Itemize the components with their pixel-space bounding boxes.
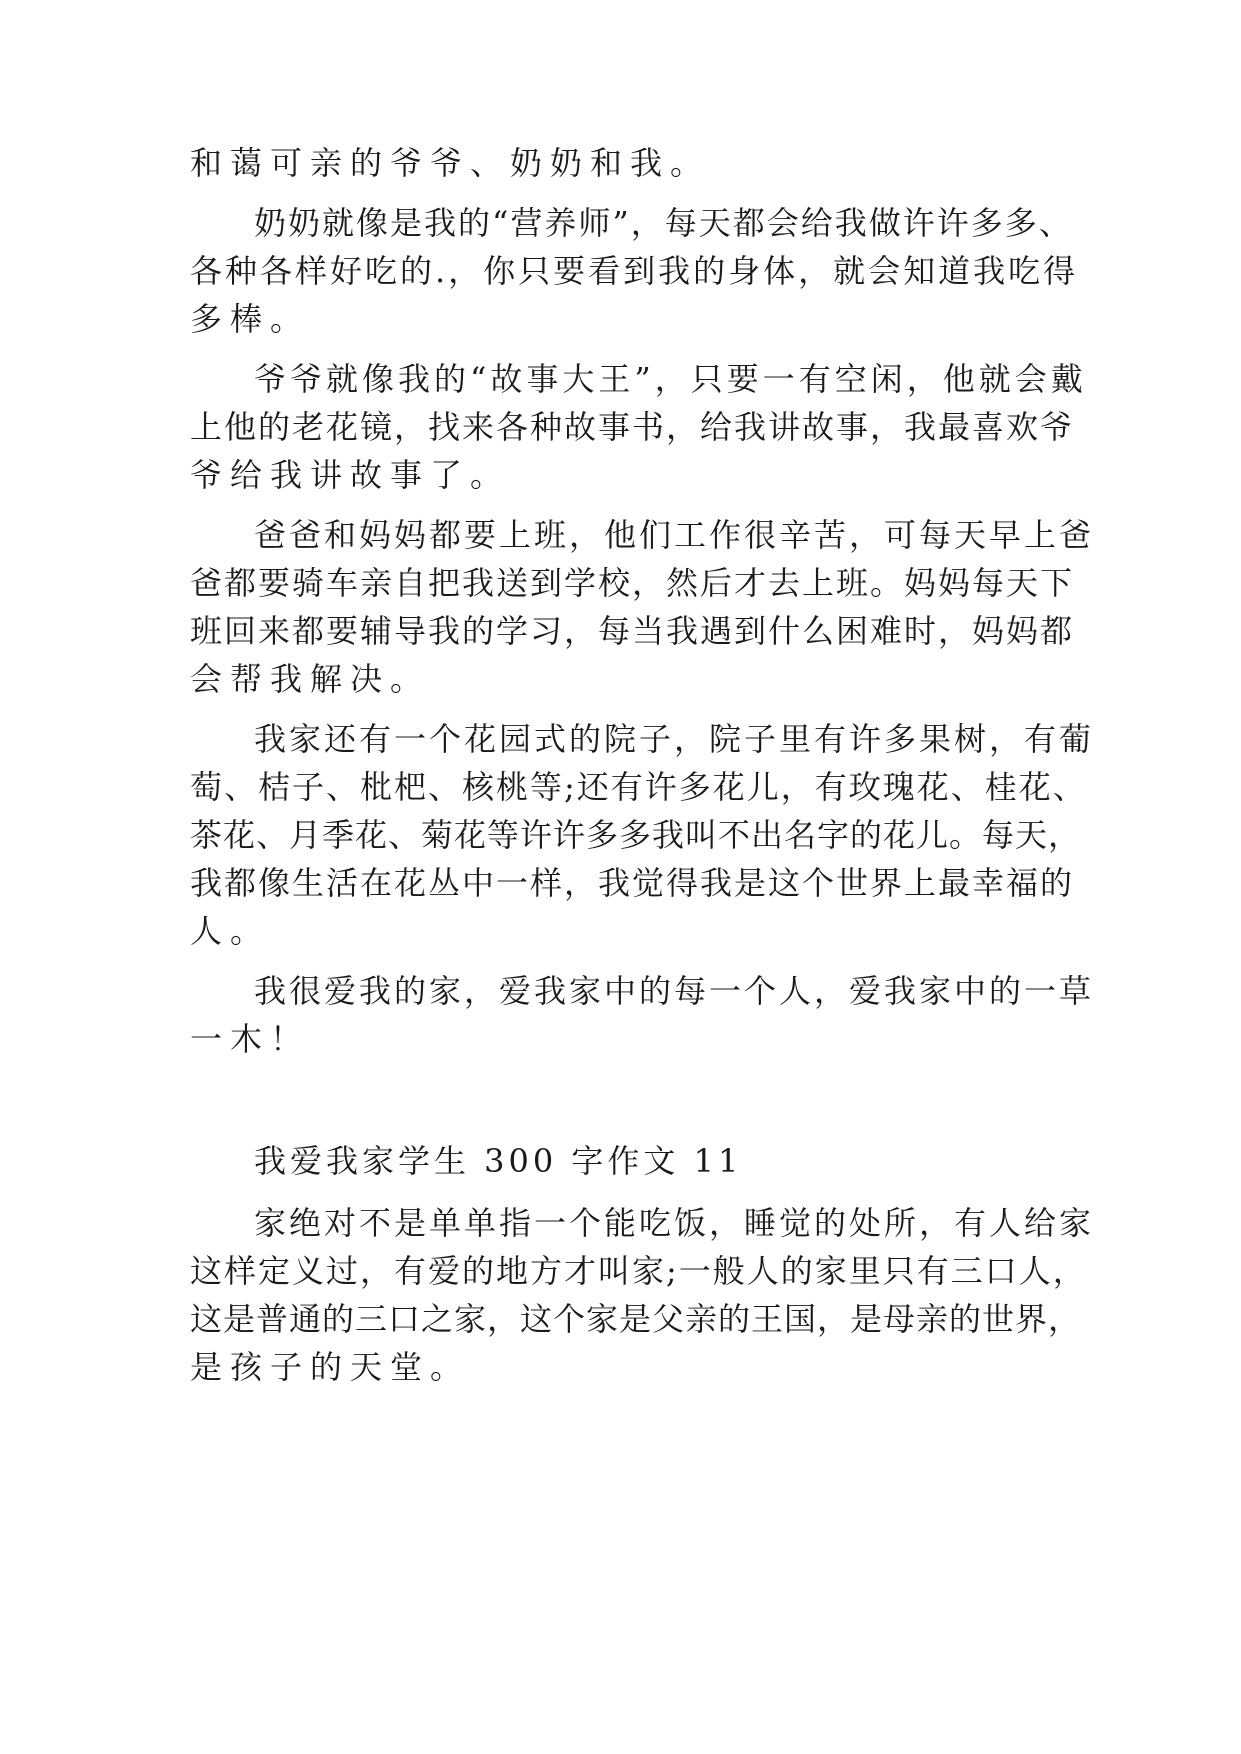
text-line: 是孩子的天堂。 — [190, 1348, 471, 1386]
text-line: 萄、桔子、枇杷、核桃等;还有许多花儿，有玫瑰花、桂花、 — [190, 768, 1087, 806]
text-line: 一木！ — [190, 1020, 311, 1058]
text-line: 这样定义过，有爱的地方才叫家;一般人的家里只有三口人， — [190, 1252, 1087, 1290]
text-line: 我都像生活在花丛中一样，我觉得我是这个世界上最幸福的 — [190, 864, 1075, 902]
text-line: 爸爸和妈妈都要上班，他们工作很辛苦，可每天早上爸 — [254, 516, 1095, 554]
text-line: 爷给我讲故事了。 — [190, 456, 511, 494]
text-line: 这是普通的三口之家，这个家是父亲的王国，是母亲的世界， — [190, 1300, 1082, 1338]
text-line: 各种各样好吃的.，你只要看到我的身体，就会知道我吃得 — [190, 252, 1079, 290]
text-line: 茶花、月季花、菊花等许许多多我叫不出名字的花儿。每天， — [190, 816, 1082, 854]
text-line: 多棒。 — [190, 300, 311, 338]
text-line: 家绝对不是单单指一个能吃饭，睡觉的处所，有人给家 — [254, 1204, 1095, 1242]
text-line: 爷爷就像我的“故事大王”，只要一有空闲，他就会戴 — [254, 360, 1087, 398]
section-heading: 我爱我家学生 300 字作文 11 — [254, 1142, 743, 1180]
text-line: 我家还有一个花园式的院子，院子里有许多果树，有葡 — [254, 720, 1095, 758]
text-line: 爸都要骑车亲自把我送到学校，然后才去上班。妈妈每天下 — [190, 564, 1075, 602]
text-line: 我很爱我的家，爱我家中的每一个人，爱我家中的一草 — [254, 972, 1095, 1010]
text-line: 和蔼可亲的爷爷、奶奶和我。 — [190, 144, 711, 182]
text-line: 班回来都要辅导我的学习，每当我遇到什么困难时，妈妈都 — [190, 612, 1075, 650]
text-line: 奶奶就像是我的“营养师”，每天都会给我做许许多多、 — [254, 204, 1073, 242]
text-line: 上他的老花镜，找来各种故事书，给我讲故事，我最喜欢爷 — [190, 408, 1075, 446]
text-line: 会帮我解决。 — [190, 660, 431, 698]
text-line: 人。 — [190, 912, 271, 950]
